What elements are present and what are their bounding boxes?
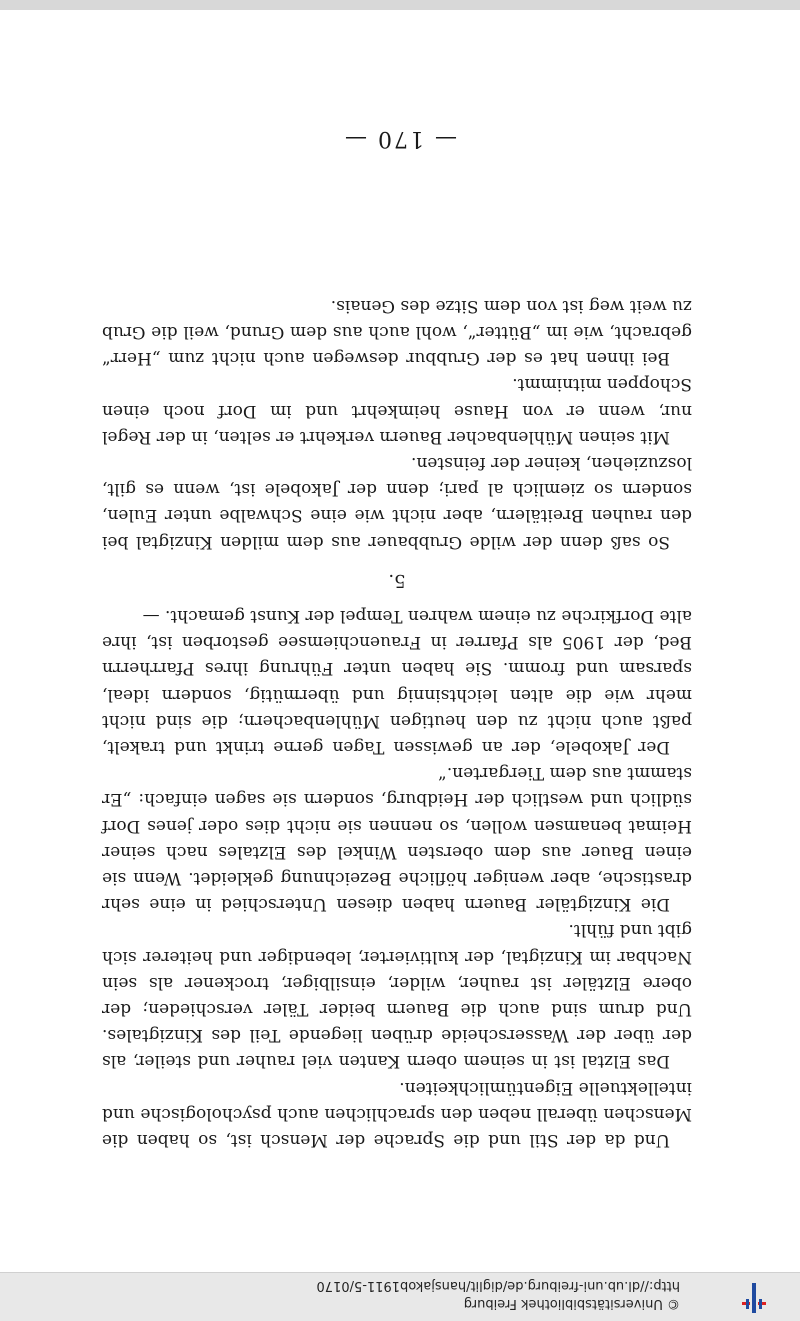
page-body	[102, 293, 692, 1154]
paragraph: Die Kinzigtäler Bauern haben diesen Unterschied in eine sehr drastische, aber weniger höfliche Bezeichnung gekleidet. Wenn sie einen Bauer aus dem obersten Winkel des Elztales nach seiner Heimat benamsen wollen, so nennen sie nicht dies oder jenes Dorf südlich und westlich der Heidburg, sondern sie sagen einfach: „Er stammt aus dem Tiergarten.“	[102, 763, 692, 915]
section-number: 5.	[388, 569, 406, 591]
viewer-header	[0, 1272, 800, 1321]
university-logo-icon	[736, 1283, 772, 1313]
paragraph: Das Elztal ist in seinem obern Kanten viel rauher und steiler, als der über der Wasserscheide drüben liegende Teil des Kinzigtales. Und drum sind auch die Bauern beider Täler verschieden; der obere Elztäler ist rauher, wilder, einsilbiger, trockener als sein Nachbar im Kinzigtal, der kultivierter, lebendiger und heiterer sich gibt und fühlt.	[102, 920, 692, 1072]
paragraph: Bei ihnen hat es der Grubbur deswegen auch nicht zum „Herr“ gebracht, wie im „Bütter“, wohl auch aus dem Grund, weil die Grub zu weit weg ist von dem Sitze des Genais.	[102, 295, 692, 369]
paragraph: Der Jakobele, der an gewissen Tagen gerne trinkt und trakelt, paßt auch nicht zu den heutigen Mühlenbachern; die sind nicht mehr wie die alten leichtsinnig und übermütig, sondern ideal, sparsam und fromm. Sie haben unter Führung ihres Pfarrherrn Bed, der 1905 als Pfarrer in Frauenchiemsee gestorben ist, ihre alte Dorfkirche zu einem wahren Tempel der Kunst gemacht. —	[102, 605, 692, 757]
copyright-text: © Universitätsbibliothek Freiburg	[463, 1296, 680, 1311]
paragraph: Mit seinen Mühlenbacher Bauern verkehrt er selten, in der Regel nur, wenn er von Hause heimkehrt und im Dorf noch einen Schoppen mitnimmt.	[102, 374, 692, 447]
source-url[interactable]: http://dl.ub.uni-freiburg.de/diglit/hansjakob1911-5/0170	[316, 1278, 680, 1293]
viewer-footer	[0, 0, 800, 10]
paragraph: Und da der Stil und die Sprache der Mensch ist, so haben die Menschen überall neben den sprachlichen auch psychologische und intellektuelle Eigentümlichkeiten.	[102, 1077, 692, 1150]
paragraph: So saß denn der wilde Grubbauer aus dem milden Kinzigtal bei den rauhen Breitälern, aber nicht wie eine Schwalbe unter Eulen, sondern so ziemlich al pari; denn der Jakobele ist, wenn es gilt, loszuziehen, keiner der feinsten.	[102, 452, 692, 552]
page-number: — 170 —	[343, 126, 457, 151]
book-page	[0, 21, 800, 1261]
